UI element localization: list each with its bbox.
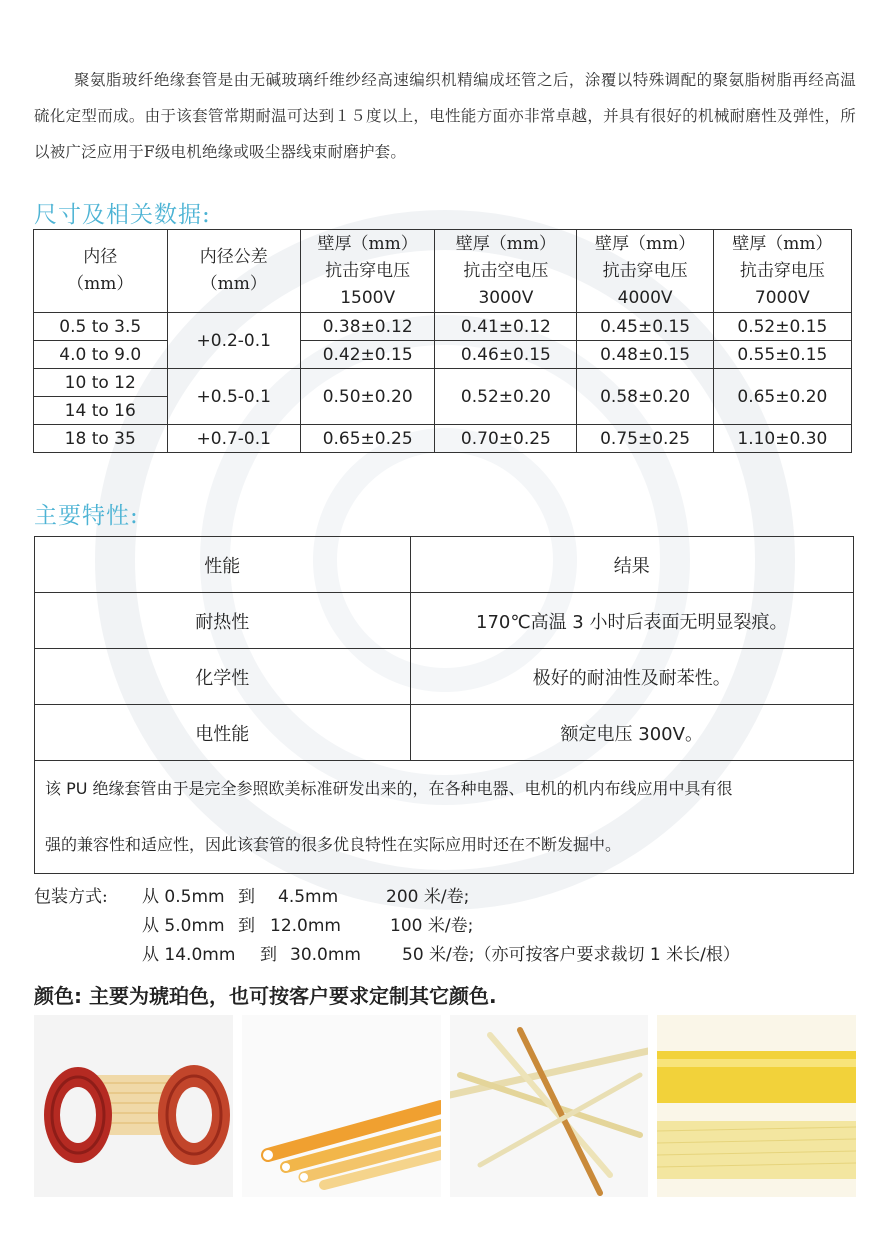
- table-row: [35, 593, 854, 649]
- packing-from: 从 5.0mm: [142, 916, 225, 936]
- result-cell: 170℃高温 3 小时后表面无明显裂痕。: [410, 593, 854, 649]
- wall-cell: 1.10±0.30: [713, 425, 851, 453]
- packing-to: 到: [260, 945, 277, 965]
- header-wall-1500: [301, 230, 435, 313]
- header-tolerance: [167, 230, 301, 313]
- wall-cell: 0.38±0.12: [301, 313, 435, 341]
- header-wall-4000: [577, 230, 713, 313]
- wall-cell: 0.52±0.15: [713, 313, 851, 341]
- wall-cell: 0.70±0.25: [435, 425, 577, 453]
- voltage-label: 抗击穿电压: [602, 260, 688, 281]
- voltage-label: 抗击穿电压: [739, 260, 825, 281]
- result-cell: 额定电压 300V。: [410, 705, 854, 761]
- wall-label: 壁厚（mm）: [455, 233, 557, 254]
- wall-cell: 0.75±0.25: [577, 425, 713, 453]
- wall-cell: 0.50±0.20: [301, 369, 435, 425]
- wall-cell: 0.65±0.25: [301, 425, 435, 453]
- red-coiled-sleeving-photo: [34, 1015, 233, 1197]
- packing-to-size: 4.5mm: [278, 887, 339, 907]
- range-cell: 10 to 12: [34, 369, 168, 397]
- range-cell: 14 to 16: [34, 397, 168, 425]
- note-line-2: 强的兼容性和适应性，因此该套管的很多优良特性在实际应用时还在不断发掘中。: [45, 835, 622, 854]
- inner-diameter-unit: （mm）: [67, 274, 134, 294]
- packing-to: 到: [238, 887, 255, 907]
- wall-label: 壁厚（mm）: [594, 233, 696, 254]
- packing-from: 从 14.0mm: [142, 945, 236, 965]
- header-property: 性能: [35, 537, 411, 593]
- note-row: [35, 761, 854, 874]
- table-row: [34, 369, 852, 397]
- wall-cell: 0.55±0.15: [713, 341, 851, 369]
- table-row: [34, 341, 852, 369]
- intro-paragraph: 聚氨脂玻纤绝缘套管是由无碱玻璃纤维纱经高速编织机精编成坯管之后，涂覆以特殊调配的聚氨脂树脂再经高温硫化定型而成。由于该套管常期耐温可达到１５度以上，电性能方面亦非常卓越，并具有很好的机械耐磨性及弹性，所以被广泛应用于F级电机绝缘或吸尘器线束耐磨护套。: [34, 71, 856, 161]
- note-line-1: 该 PU 绝缘套管由于是完全参照欧美标准研发出来的，在各种电器、电机的机内布线应用中具有很: [45, 779, 733, 798]
- color-statement: 颜色: 主要为琥珀色，也可按客户要求定制其它颜色.: [34, 984, 497, 1008]
- wall-cell: 0.46±0.15: [435, 341, 577, 369]
- dimensions-table: [33, 229, 852, 453]
- property-cell: 化学性: [35, 649, 411, 705]
- dimensions-header-row: [34, 230, 852, 313]
- header-wall-7000: [713, 230, 851, 313]
- tolerance-label: 内径公差: [199, 247, 268, 267]
- wall-cell: 0.48±0.15: [577, 341, 713, 369]
- header-inner-diameter: [34, 230, 168, 313]
- property-cell: 耐热性: [35, 593, 411, 649]
- crossed-sleeving-photo: [450, 1015, 648, 1197]
- packing-qty: 100 米/卷;: [390, 916, 474, 936]
- table-row: [35, 705, 854, 761]
- packing-from: 从 0.5mm: [142, 887, 225, 907]
- amber-sleeving-tubes-photo: [242, 1015, 441, 1197]
- property-cell: 电性能: [35, 705, 411, 761]
- packing-to-size: 12.0mm: [270, 916, 341, 936]
- packing-qty: 50 米/卷;（亦可按客户要求裁切 1 米长/根）: [402, 945, 740, 965]
- wall-cell: 0.52±0.20: [435, 369, 577, 425]
- voltage-value: 1500V: [340, 287, 396, 308]
- voltage-value: 3000V: [478, 287, 534, 308]
- tolerance-cell: +0.2-0.1: [167, 313, 301, 369]
- packing-qty: 200 米/卷;: [386, 887, 470, 907]
- tolerance-cell: +0.5-0.1: [167, 369, 301, 425]
- packing-label: 包装方式:: [34, 887, 108, 907]
- result-cell: 极好的耐油性及耐苯性。: [410, 649, 854, 705]
- packing-to-size: 30.0mm: [290, 945, 361, 965]
- wall-label: 壁厚（mm）: [732, 233, 833, 254]
- properties-title: 主要特性:: [34, 503, 139, 529]
- inner-diameter-label: 内径: [83, 247, 118, 267]
- note-cell: [35, 761, 854, 874]
- voltage-value: 7000V: [754, 287, 810, 308]
- voltage-label: 抗击空电压: [463, 260, 549, 281]
- yellow-sleeving-closeup-photo: [657, 1015, 856, 1197]
- wall-cell: 0.41±0.12: [435, 313, 577, 341]
- properties-table: [34, 536, 854, 874]
- header-result: 结果: [410, 537, 854, 593]
- wall-cell: 0.65±0.20: [713, 369, 851, 425]
- table-row: [35, 649, 854, 705]
- dimensions-title: 尺寸及相关数据:: [34, 202, 211, 228]
- range-cell: 4.0 to 9.0: [34, 341, 168, 369]
- wall-cell: 0.45±0.15: [577, 313, 713, 341]
- tolerance-cell: +0.7-0.1: [167, 425, 301, 453]
- voltage-label: 抗击穿电压: [325, 260, 411, 281]
- wall-cell: 0.42±0.15: [301, 341, 435, 369]
- range-cell: 0.5 to 3.5: [34, 313, 168, 341]
- voltage-value: 4000V: [617, 287, 673, 308]
- packing-to: 到: [238, 916, 255, 936]
- table-row: [34, 425, 852, 453]
- range-cell: 18 to 35: [34, 425, 168, 453]
- properties-header-row: [35, 537, 854, 593]
- table-row: [34, 313, 852, 341]
- wall-cell: 0.58±0.20: [577, 369, 713, 425]
- tolerance-unit: （mm）: [200, 274, 267, 294]
- wall-label: 壁厚（mm）: [317, 233, 418, 254]
- header-wall-3000: [435, 230, 577, 313]
